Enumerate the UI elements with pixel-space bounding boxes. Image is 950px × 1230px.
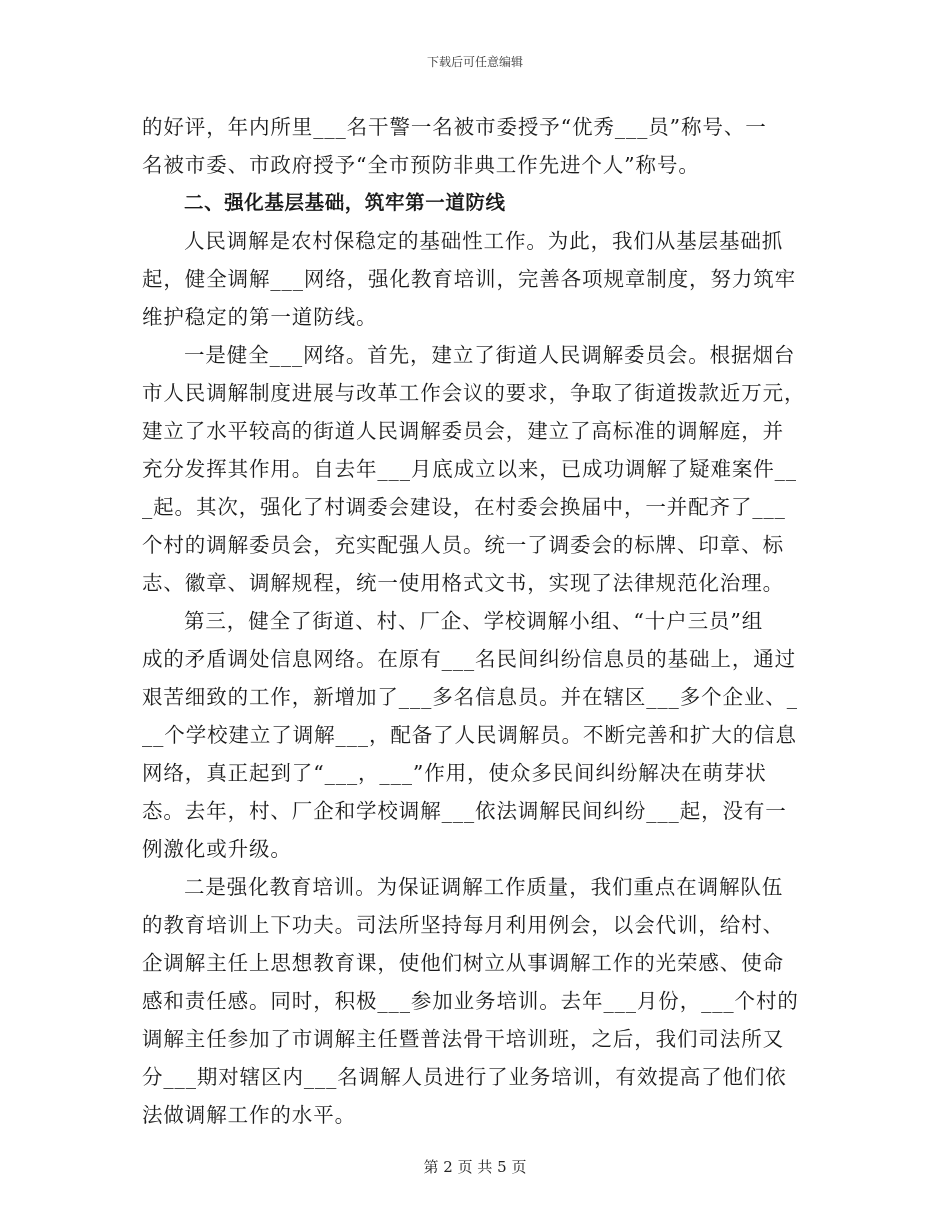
text-line: 感和责任感。同时，积极___参加业务培训。去年___月份，___个村的 <box>142 989 799 1013</box>
text-line: 志、徽章、调解规程，统一使用格式文书，实现了法律规范化治理。 <box>142 571 784 595</box>
page-header: 下载后可任意编辑 <box>426 55 523 69</box>
text-line: 分___期对辖区内___名调解人员进行了业务培训，有效提高了他们依 <box>142 1065 787 1089</box>
text-line: 起，健全调解___网络，强化教育培训，完善各项规章制度，努力筑牢 <box>142 267 797 291</box>
text-line: 个村的调解委员会，充实配强人员。统一了调委会的标牌、印章、标 <box>142 533 784 557</box>
page-footer: 第 2 页 共 5 页 <box>423 1158 527 1176</box>
text-line: 充分发挥其作用。自去年___月底成立以来，已成功调解了疑难案件__ <box>142 457 797 481</box>
document-body <box>142 108 804 1134</box>
text-line: 建立了水平较高的街道人民调解委员会，建立了高标准的调解庭，并 <box>142 419 784 443</box>
paragraph-start-line: 一是健全___网络。首先，建立了街道人民调解委员会。根据烟台 <box>184 343 796 367</box>
text-line: 的好评，年内所里___名干警一名被市委授予“优秀___员”称号、一 <box>142 115 767 139</box>
text-line: 成的矛盾调处信息网络。在原有___名民间纠纷信息员的基础上，通过 <box>142 647 797 671</box>
text-line: 市人民调解制度进展与改革工作会议的要求，争取了街道拨款近万元， <box>142 381 806 405</box>
text-line: 名被市委、市政府授予“全市预防非典工作先进个人”称号。 <box>142 153 700 177</box>
text-line: 法做调解工作的水平。 <box>142 1103 356 1127</box>
text-line: _起。其次，强化了村调委会建设，在村委会换届中，一并配齐了___ <box>142 495 786 519</box>
text-line: __个学校建立了调解___，配备了人民调解员。不断完善和扩大的信息 <box>142 723 797 747</box>
text-line: 例激化或升级。 <box>142 837 292 861</box>
paragraph-start-line: 第三，健全了街道、村、厂企、学校调解小组、“十户三员”组 <box>184 609 764 633</box>
text-line: 艰苦细致的工作，新增加了___多名信息员。并在辖区___多个企业、_ <box>142 685 798 709</box>
text-line: 网络，真正起到了“___，___”作用，使众多民间纠纷解决在萌芽状 <box>142 761 767 785</box>
text-line: 调解主任参加了市调解主任暨普法骨干培训班，之后，我们司法所又 <box>142 1027 784 1051</box>
paragraph-start-line: 二是强化教育培训。为保证调解工作质量，我们重点在调解队伍 <box>184 875 784 899</box>
text-line: 维护稳定的第一道防线。 <box>142 305 378 329</box>
text-line: 态。去年，村、厂企和学校调解___依法调解民间纠纷___起，没有一 <box>142 799 787 823</box>
text-line: 企调解主任上思想教育课，使他们树立从事调解工作的光荣感、使命 <box>142 951 784 975</box>
paragraph-start-line: 人民调解是农村保稳定的基础性工作。为此，我们从基层基础抓 <box>184 229 784 253</box>
text-line: 的教育培训上下功夫。司法所坚持每月利用例会，以会代训，给村、 <box>142 913 784 937</box>
section-heading: 二、强化基层基础，筑牢第一道防线 <box>184 191 506 214</box>
